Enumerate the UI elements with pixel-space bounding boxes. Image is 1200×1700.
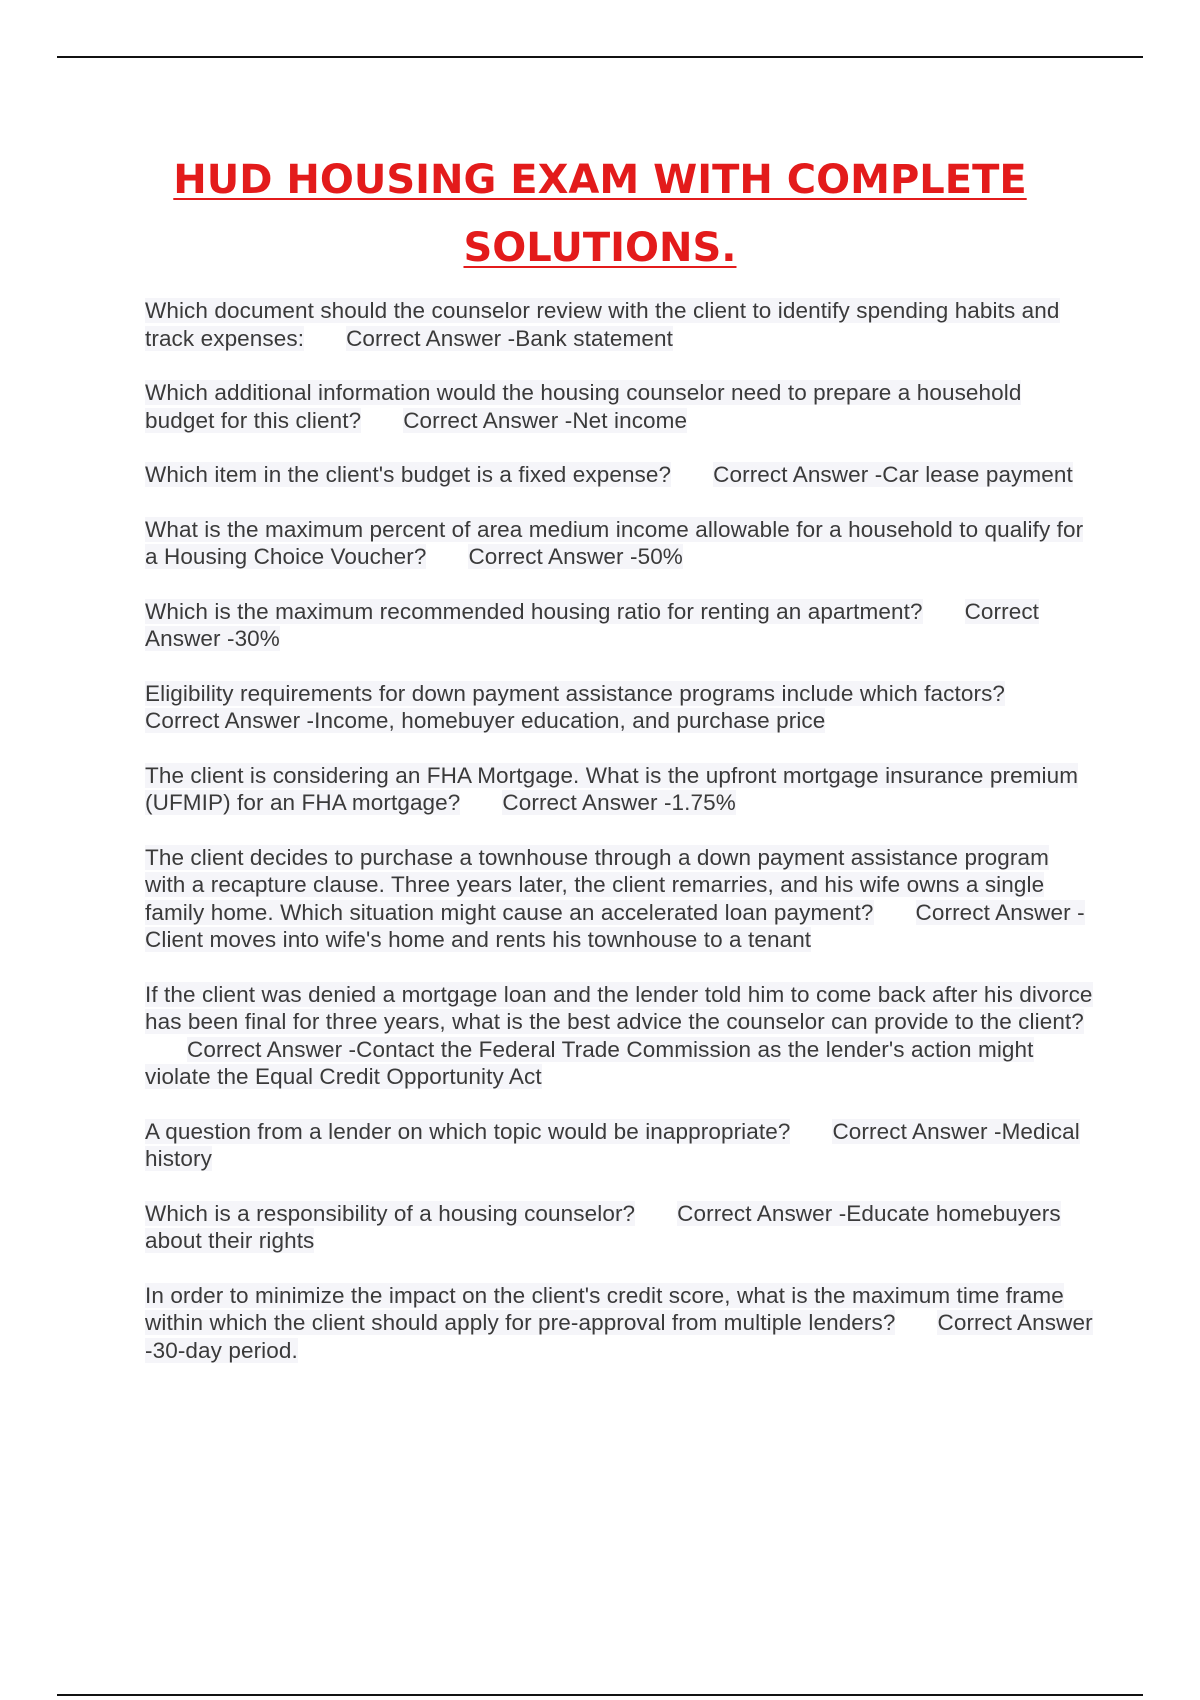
question-text: Which item in the client's budget is a fixed expense? — [145, 462, 672, 487]
qa-item-11 — [145, 1200, 1095, 1255]
answer-text: Correct Answer -Net income — [403, 407, 688, 433]
answer-text: Correct Answer -Bank statement — [346, 325, 673, 351]
qa-list — [145, 297, 1095, 1391]
document-title — [100, 146, 1100, 282]
qa-item-1 — [145, 297, 1095, 352]
question-text: Which is a responsibility of a housing counselor? — [145, 1200, 636, 1226]
qa-item-2 — [145, 379, 1095, 434]
qa-item-12 — [145, 1282, 1095, 1365]
question-text: The client is considering an FHA Mortgage. What is the upfront mortgage insurance premium (UFMIP) for an FHA mortgage? — [145, 762, 1079, 815]
answer-text: Correct Answer -Medical history — [145, 1118, 1080, 1171]
qa-item-5 — [145, 598, 1095, 653]
title-line-2: SOLUTIONS. — [463, 225, 737, 271]
qa-item-7 — [145, 762, 1095, 817]
answer-text: Correct Answer -30-day period. — [145, 1310, 1093, 1363]
qa-item-3 — [145, 461, 1095, 489]
question-text: Eligibility requirements for down payment assistance programs include which factors? — [145, 680, 1006, 706]
answer-text: Correct Answer -Car lease payment — [713, 462, 1073, 487]
answer-text: Correct Answer -50% — [468, 544, 683, 569]
question-text: Which is the maximum recommended housing ratio for renting an apartment? — [145, 598, 923, 624]
bottom-rule — [57, 1694, 1143, 1696]
title-line-1: HUD HOUSING EXAM WITH COMPLETE — [173, 157, 1027, 203]
qa-item-4 — [145, 516, 1095, 571]
question-text: Which document should the counselor review with the client to identify spending habits and track expenses: — [145, 298, 1060, 351]
answer-text: Correct Answer -Contact the Federal Trade Commission as the lender's action might violate the Equal Credit Opportunity Act — [145, 1036, 1034, 1089]
answer-text: Correct Answer -Educate homebuyers about their rights — [145, 1200, 1061, 1253]
qa-item-8 — [145, 844, 1095, 954]
qa-item-6 — [145, 680, 1095, 735]
qa-item-9 — [145, 981, 1095, 1091]
answer-text: Correct Answer -Client moves into wife's home and rents his townhouse to a tenant — [145, 899, 1085, 952]
answer-text: Correct Answer -30% — [145, 598, 1040, 651]
question-text: If the client was denied a mortgage loan and the lender told him to come back after his divorce has been final for three years, what is the best advice the counselor can provide to the client? — [145, 981, 1093, 1034]
question-text: Which additional information would the housing counselor need to prepare a household budget for this client? — [145, 380, 1022, 433]
answer-text: Correct Answer -Income, homebuyer education, and purchase price — [145, 708, 826, 733]
question-text: The client decides to purchase a townhouse through a down payment assistance program with a recapture clause. Three years later, the client remarries, and his wife owns a single family home. Which situation might cause an accelerated loan payment? — [145, 844, 1049, 925]
qa-item-10 — [145, 1118, 1095, 1173]
question-text: In order to minimize the impact on the client's credit score, what is the maximum time frame within which the client should apply for pre-approval from multiple lenders? — [145, 1282, 1064, 1335]
question-text: What is the maximum percent of area medium income allowable for a household to qualify for a Housing Choice Voucher? — [145, 516, 1084, 569]
answer-text: Correct Answer -1.75% — [502, 790, 736, 815]
top-rule — [57, 56, 1143, 58]
question-text: A question from a lender on which topic would be inappropriate? — [145, 1118, 791, 1144]
